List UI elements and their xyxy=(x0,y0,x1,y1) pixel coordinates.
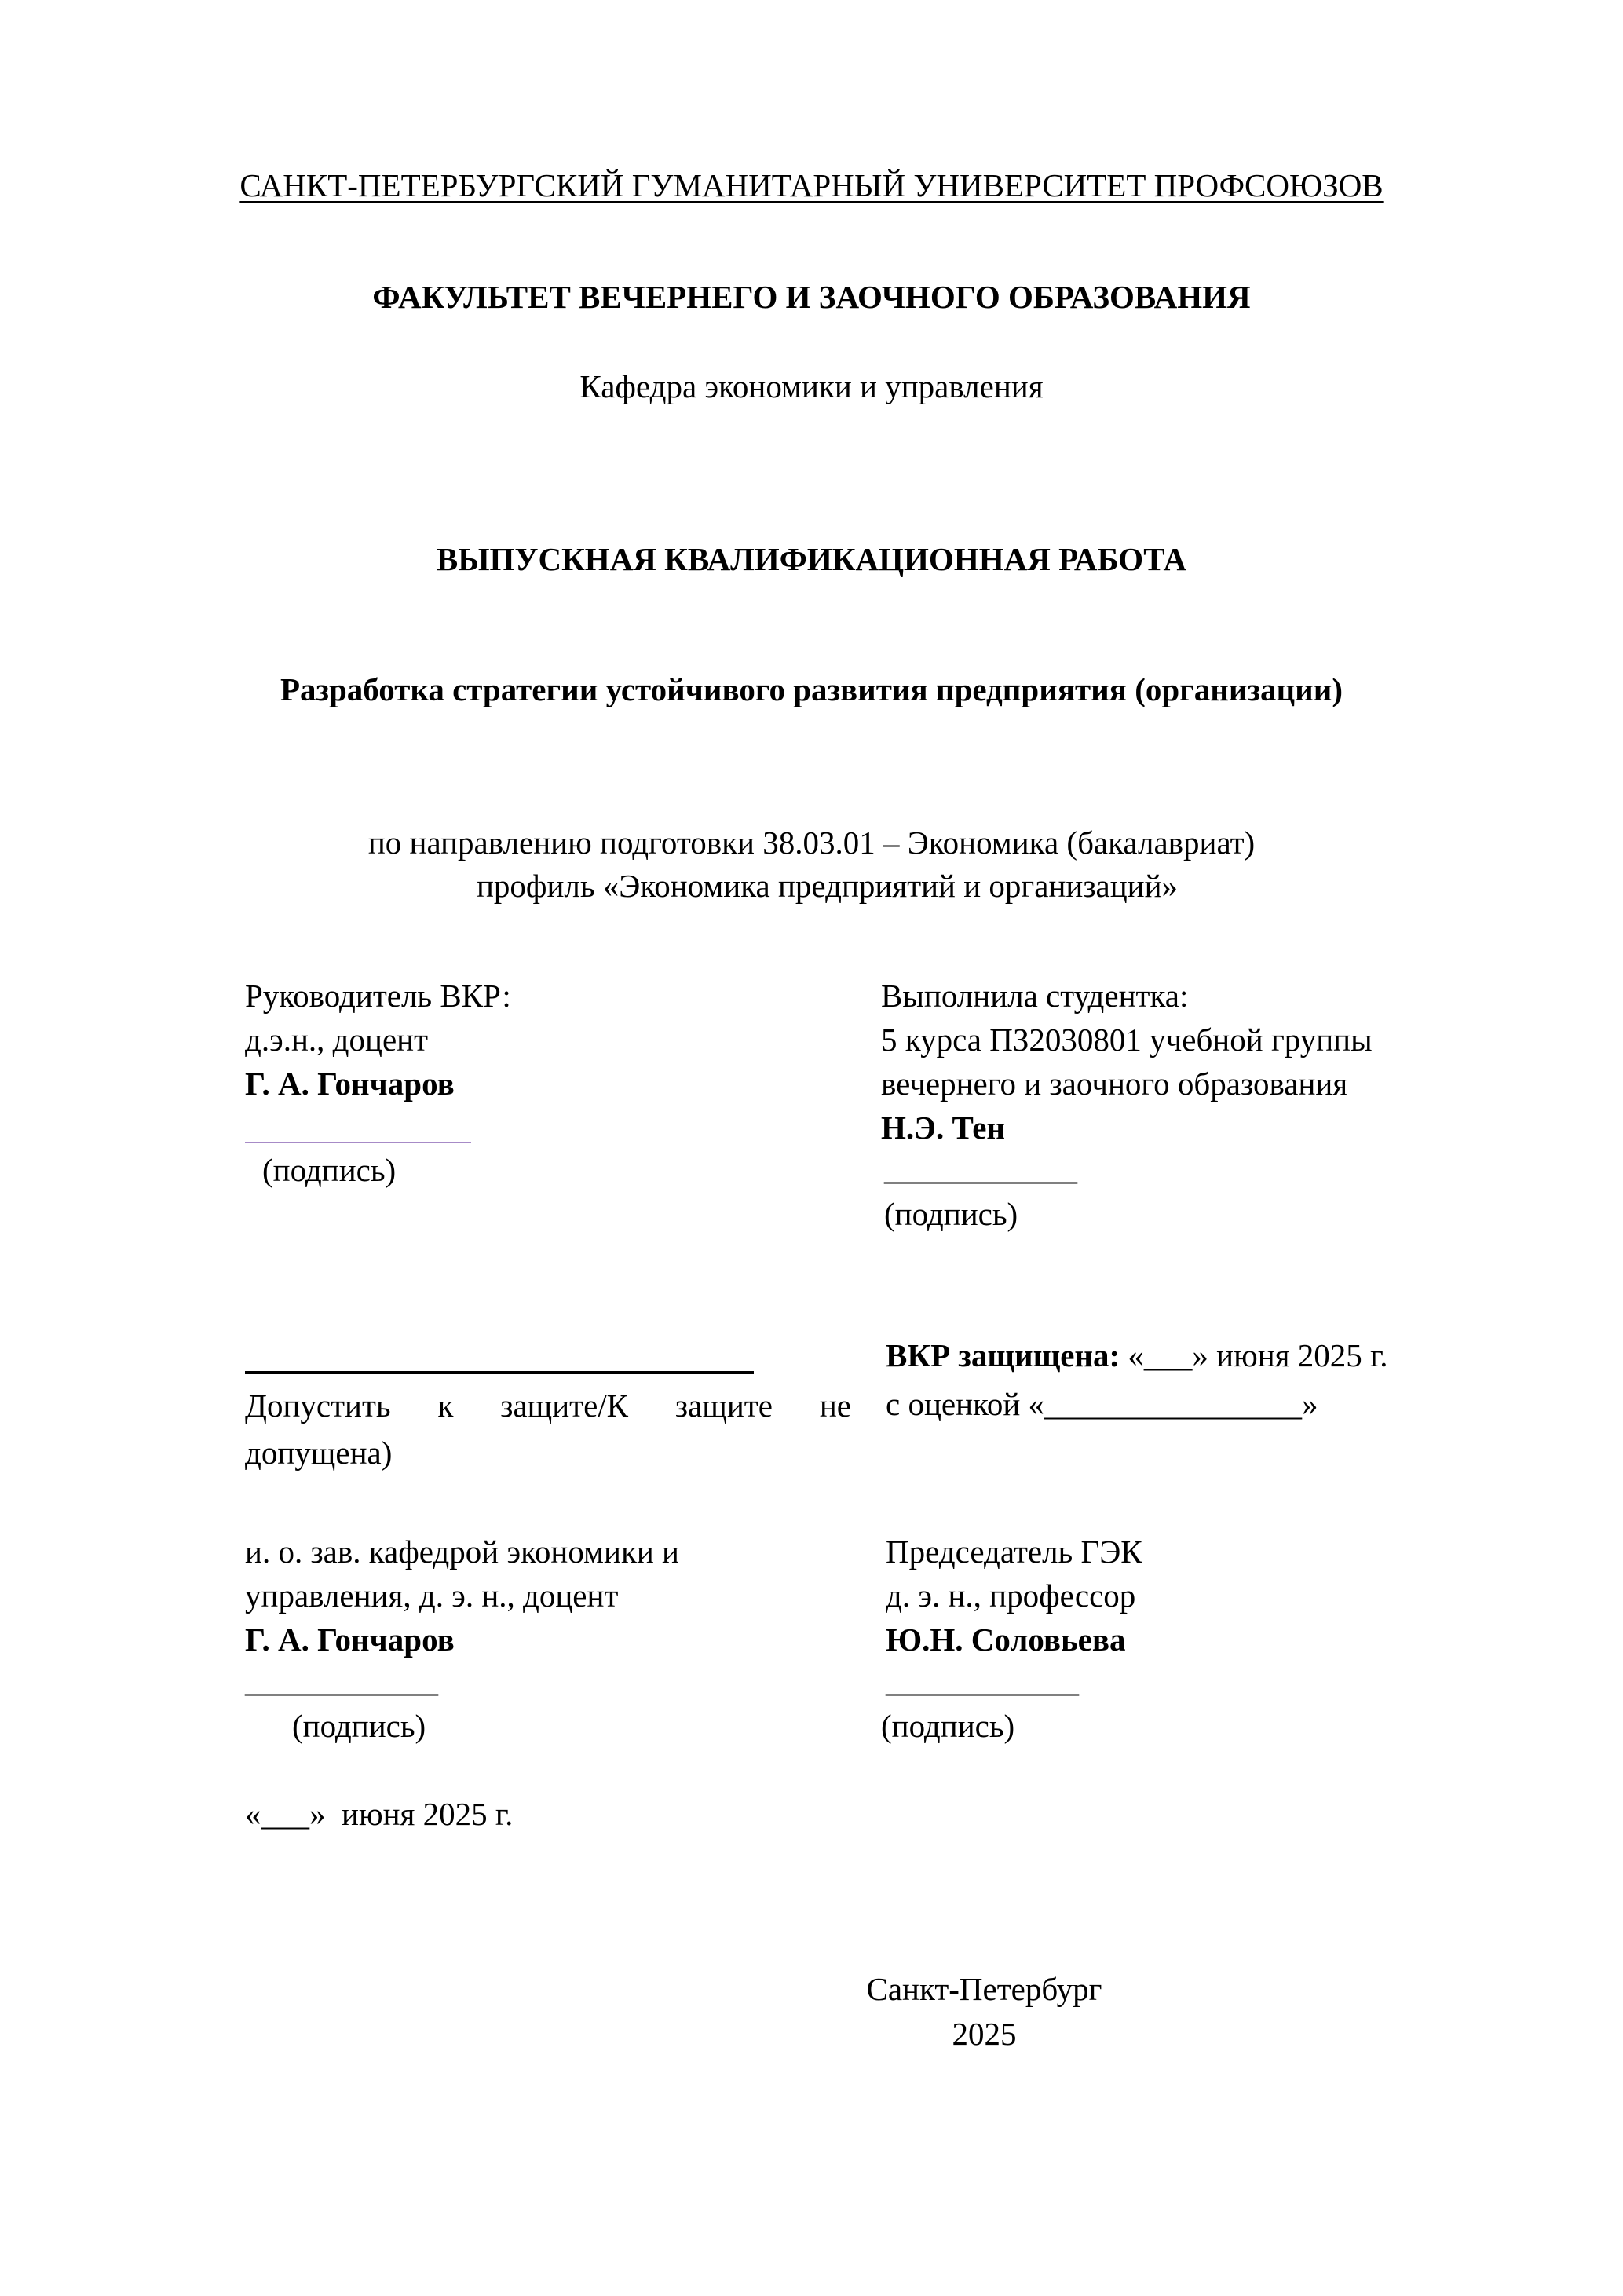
supervisor-signature-line xyxy=(245,1142,471,1143)
defense-label: ВКР защищена: xyxy=(886,1337,1120,1373)
chair-title: Председатель ГЭК xyxy=(886,1534,1142,1570)
defense-line xyxy=(886,1333,1388,1377)
work-type: ВЫПУСКНАЯ КВАЛИФИКАЦИОННАЯ РАБОТА xyxy=(436,541,1187,577)
university-name: САНКТ-ПЕТЕРБУРГСКИЙ ГУМАНИТАРНЫЙ УНИВЕРСИТЕТ ПРОФСОЮЗОВ xyxy=(239,167,1384,203)
work-topic: Разработка стратегии устойчивого развития предприятия (организации) xyxy=(280,671,1343,707)
supervisor-degree: д.э.н., доцент xyxy=(245,1022,429,1058)
admission-word: защите/К xyxy=(500,1387,629,1424)
student-education-form: вечернего и заочного образования xyxy=(881,1066,1348,1102)
admission-word: не xyxy=(819,1387,851,1424)
training-profile: профиль «Экономика предприятий и организаций» xyxy=(476,868,1179,904)
head-name: Г. А. Гончаров xyxy=(245,1621,455,1658)
student-course: 5 курса ПЗ2030801 учебной группы xyxy=(881,1022,1373,1058)
admission-decision-end: допущена) xyxy=(245,1435,393,1471)
head-title-line1: и. о. зав. кафедрой экономики и xyxy=(245,1534,679,1570)
supervisor-label: Руководитель ВКР: xyxy=(245,978,511,1014)
head-signature-caption: (подпись) xyxy=(292,1708,426,1744)
admission-word: защите xyxy=(674,1387,773,1424)
head-title-line2: управления, д. э. н., доцент xyxy=(245,1578,619,1614)
chair-name: Ю.Н. Соловьева xyxy=(886,1621,1126,1658)
department-name: Кафедра экономики и управления xyxy=(579,368,1044,404)
footer-year: 2025 xyxy=(952,2016,1017,2052)
faculty-name: ФАКУЛЬТЕТ ВЕЧЕРНЕГО И ЗАОЧНОГО ОБРАЗОВАНИЯ xyxy=(372,279,1251,315)
student-label: Выполнила студентка: xyxy=(881,978,1189,1014)
head-signature-line: ____________ xyxy=(245,1662,438,1698)
chair-signature-caption: (подпись) xyxy=(881,1708,1015,1744)
student-signature-caption: (подпись) xyxy=(884,1196,1018,1232)
admission-word: к xyxy=(437,1387,454,1424)
defense-grade: с оценкой «________________» xyxy=(886,1386,1318,1422)
chair-signature-line: ____________ xyxy=(886,1662,1079,1698)
admission-word: Допустить xyxy=(245,1387,391,1424)
admission-decision xyxy=(245,1384,851,1428)
defense-date: «___» июня 2025 г. xyxy=(1120,1337,1388,1373)
training-direction: по направлению подготовки 38.03.01 – Экономика (бакалавриат) xyxy=(367,824,1256,861)
student-name: Н.Э. Тен xyxy=(881,1110,1006,1146)
student-signature-line: ____________ xyxy=(884,1150,1077,1186)
supervisor-name: Г. А. Гончаров xyxy=(245,1066,455,1102)
admission-signature-line xyxy=(245,1371,754,1374)
supervisor-signature-caption: (подпись) xyxy=(262,1152,397,1188)
footer-city: Санкт-Петербург xyxy=(866,1971,1102,2007)
date-line: «___» июня 2025 г. xyxy=(245,1796,514,1832)
chair-degree: д. э. н., профессор xyxy=(886,1578,1136,1614)
